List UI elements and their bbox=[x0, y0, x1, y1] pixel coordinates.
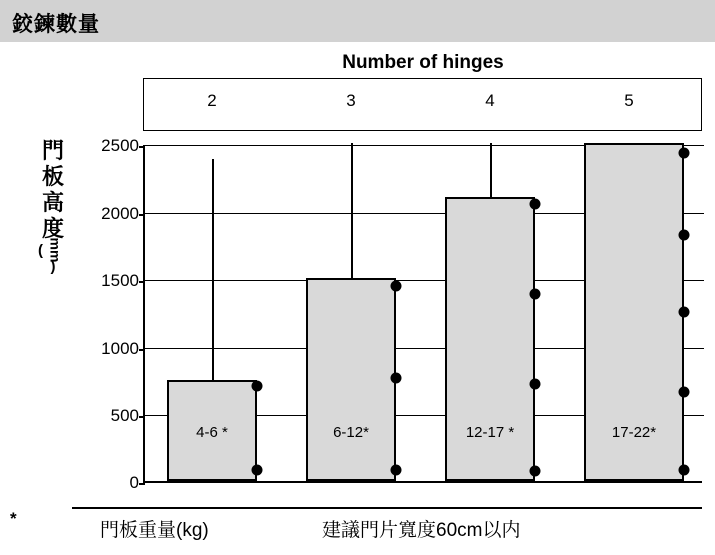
y-axis-unit: ( mm) bbox=[38, 237, 64, 275]
data-point-4-2050 bbox=[530, 198, 541, 209]
y-tick-500: 500 bbox=[110, 406, 139, 426]
data-point-4-1380 bbox=[530, 289, 541, 300]
y-tick-0: 0 bbox=[129, 473, 139, 492]
bar-2-hinges[interactable] bbox=[167, 380, 257, 481]
footer bbox=[0, 497, 715, 555]
page-title: 鉸鍊數量 bbox=[12, 13, 100, 36]
bar-label-2: 4-6 * bbox=[196, 424, 228, 441]
footer-divider bbox=[72, 507, 702, 509]
plot-area bbox=[101, 136, 702, 492]
y-tickmark-1000 bbox=[139, 349, 145, 351]
data-point-5-1820 bbox=[679, 229, 690, 240]
y-tickmark-2000 bbox=[139, 214, 145, 216]
data-point-3-1440 bbox=[391, 281, 402, 292]
y-axis-label bbox=[38, 138, 68, 275]
hinge-count-header bbox=[143, 78, 702, 131]
data-point-4-75 bbox=[530, 465, 541, 476]
data-point-5-2430 bbox=[679, 147, 690, 158]
bar-4-hinges[interactable] bbox=[445, 197, 535, 481]
chart-container bbox=[0, 42, 715, 497]
whisker-3 bbox=[351, 143, 353, 278]
bar-label-4: 12-17 * bbox=[465, 424, 515, 441]
y-tick-1500: 1500 bbox=[101, 271, 139, 291]
door-weight-label: 門板重量(kg) bbox=[100, 520, 209, 541]
y-axis-label-text: 門板高度 bbox=[41, 138, 64, 241]
y-tickmark-2500 bbox=[139, 146, 145, 148]
footnote-asterisk: * bbox=[10, 509, 17, 528]
data-point-5-80 bbox=[679, 465, 690, 476]
y-tick-2500: 2500 bbox=[101, 136, 139, 155]
y-tickmark-500 bbox=[139, 416, 145, 418]
title-bar bbox=[0, 0, 715, 43]
data-point-3-80 bbox=[391, 465, 402, 476]
y-tickmark-0 bbox=[139, 483, 145, 485]
data-point-2-80 bbox=[252, 465, 263, 476]
hinge-count-cell-2: 4 bbox=[485, 91, 495, 110]
y-axis-unit-text: mm bbox=[47, 237, 64, 263]
data-point-4-720 bbox=[530, 378, 541, 389]
hinge-count-cell-0: 2 bbox=[207, 91, 217, 110]
whisker-2 bbox=[212, 159, 214, 380]
y-tickmark-1500 bbox=[139, 281, 145, 283]
hinge-count-cell-3: 5 bbox=[624, 91, 634, 110]
whisker-4 bbox=[490, 143, 492, 197]
hinge-count-cell-1: 3 bbox=[346, 91, 356, 110]
data-point-5-1250 bbox=[679, 307, 690, 318]
y-tick-1000: 1000 bbox=[101, 338, 139, 358]
data-point-3-760 bbox=[391, 373, 402, 384]
chart-title: Number of hinges bbox=[342, 52, 504, 73]
bar-label-5: 17-22* bbox=[611, 424, 657, 441]
data-point-2-700 bbox=[252, 381, 263, 392]
door-width-note: 建議門片寬度60cm以内 bbox=[322, 520, 521, 541]
bar-5-hinges[interactable] bbox=[584, 143, 684, 481]
y-tick-2000: 2000 bbox=[101, 203, 139, 223]
data-point-5-660 bbox=[679, 386, 690, 397]
bar-label-3: 6-12* bbox=[333, 424, 369, 441]
bar-3-hinges[interactable] bbox=[306, 278, 396, 481]
